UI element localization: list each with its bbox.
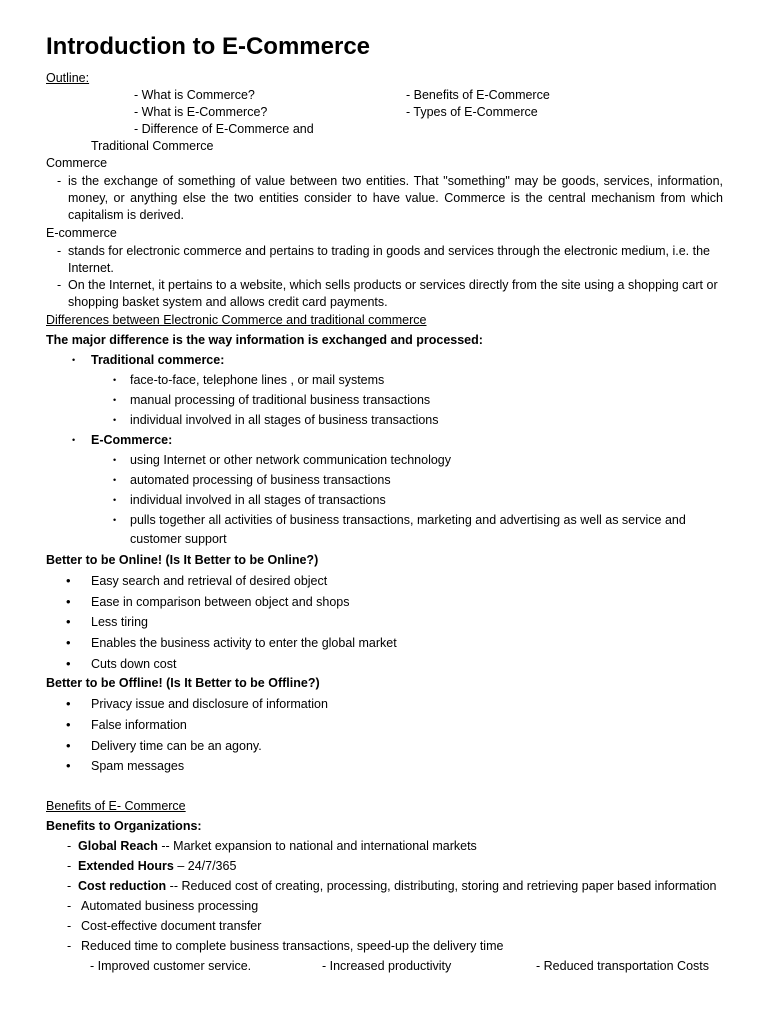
bullet-icon: • (66, 573, 71, 588)
benefit-term: Global Reach (78, 839, 158, 853)
dash-marker: - (57, 174, 62, 188)
bullet-icon: • (113, 455, 117, 465)
benefits-subheading: Benefits to Organizations: (46, 819, 202, 833)
list-item: Privacy issue and disclosure of information (91, 697, 328, 711)
bullet-icon: • (66, 614, 71, 629)
bullet-icon: • (113, 395, 117, 405)
commerce-definition: is the exchange of something of value between two entities. That "something" may be goods, services, information, money, or anything else the two entities consider to have value. Commerce is the central mechanism from which capitalism is derived. (68, 174, 723, 222)
list-item: face-to-face, telephone lines , or mail systems (130, 373, 385, 387)
outline-item: - Types of E-Commerce (406, 105, 538, 119)
dash-marker: - (67, 919, 72, 933)
bullet-icon: • (66, 594, 71, 609)
bullet-icon: • (66, 717, 71, 732)
list-item: automated processing of business transactions (130, 473, 391, 487)
ecommerce-heading: E-commerce (46, 226, 117, 240)
benefits-heading: Benefits of E- Commerce (46, 799, 186, 813)
bullet-icon: • (113, 415, 117, 425)
traditional-label: Traditional commerce: (91, 353, 225, 367)
benefit-item: Automated business processing (81, 899, 259, 913)
outline-item: - Difference of E-Commerce and (134, 122, 314, 136)
dash-marker: - (57, 244, 62, 258)
bullet-icon: • (113, 475, 117, 485)
benefit-term: Extended Hours (78, 859, 174, 873)
list-item: False information (91, 718, 187, 732)
bullet-icon: • (72, 355, 76, 365)
list-item: Enables the business activity to enter the global market (91, 636, 397, 650)
dash-marker: - (67, 939, 72, 953)
benefit-item (78, 838, 477, 854)
list-item: Cuts down cost (91, 657, 177, 671)
bullet-icon: • (72, 435, 76, 445)
differences-heading: Differences between Electronic Commerce and traditional commerce (46, 313, 427, 327)
benefit-subitem: - Improved customer service. (90, 959, 252, 973)
dash-marker: - (67, 879, 72, 893)
ecommerce-definition: On the Internet, it pertains to a website, which sells products or services directly from the site using a shopping cart or shopping basket system and allows credit card payments. (68, 278, 718, 309)
benefit-item: Cost-effective document transfer (81, 919, 262, 933)
bullet-icon: • (113, 515, 117, 525)
outline-item: - Benefits of E-Commerce (406, 88, 550, 102)
list-item: Spam messages (91, 759, 185, 773)
bullet-icon: • (66, 738, 71, 753)
benefit-desc: – 24/7/365 (173, 859, 237, 873)
dash-marker: - (67, 859, 72, 873)
benefit-item (78, 878, 717, 894)
list-item: Ease in comparison between object and shops (91, 595, 350, 609)
list-item-continued: customer support (130, 532, 227, 546)
bullet-icon: • (66, 758, 71, 773)
benefit-subitem: - Reduced transportation Costs (536, 959, 710, 973)
dash-marker: - (57, 278, 62, 292)
online-heading: Better to be Online! (Is It Better to be Online?) (46, 553, 319, 567)
outline-item: - What is E-Commerce? (134, 105, 268, 119)
ecommerce-definition: stands for electronic commerce and pertains to trading in goods and services through the electronic medium, i.e. the Internet. (68, 244, 711, 275)
bullet-icon: • (113, 495, 117, 505)
ecommerce-label: E-Commerce: (91, 433, 173, 447)
bullet-icon: • (66, 656, 71, 671)
benefit-item (78, 858, 236, 874)
bullet-icon: • (113, 375, 117, 385)
list-item: individual involved in all stages of transactions (130, 493, 386, 507)
commerce-heading: Commerce (46, 156, 108, 170)
list-item: individual involved in all stages of business transactions (130, 413, 439, 427)
bullet-icon: • (66, 696, 71, 711)
outline-heading: Outline: (46, 71, 90, 85)
benefit-desc: -- Reduced cost of creating, processing, distributing, storing and retrieving paper based information (166, 879, 717, 893)
page-title: Introduction to E-Commerce (46, 33, 371, 60)
dash-marker: - (67, 839, 72, 853)
benefit-subitem: - Increased productivity (322, 959, 452, 973)
list-item: Less tiring (91, 615, 148, 629)
offline-heading: Better to be Offline! (Is It Better to be Offline?) (46, 676, 320, 690)
outline-item-continued: Traditional Commerce (91, 139, 214, 153)
major-difference: The major difference is the way information is exchanged and processed: (46, 333, 483, 347)
list-item: pulls together all activities of business transactions, marketing and advertising as well as service and (130, 513, 686, 527)
list-item: using Internet or other network communication technology (130, 453, 452, 467)
benefit-term: Cost reduction (78, 879, 167, 893)
list-item: manual processing of traditional business transactions (130, 393, 431, 407)
bullet-icon: • (66, 635, 71, 650)
list-item: Delivery time can be an agony. (91, 739, 262, 753)
outline-item: - What is Commerce? (134, 88, 255, 102)
benefit-item: Reduced time to complete business transactions, speed-up the delivery time (81, 939, 504, 953)
benefit-desc: -- Market expansion to national and international markets (157, 839, 477, 853)
dash-marker: - (67, 899, 72, 913)
list-item: Easy search and retrieval of desired object (91, 574, 328, 588)
